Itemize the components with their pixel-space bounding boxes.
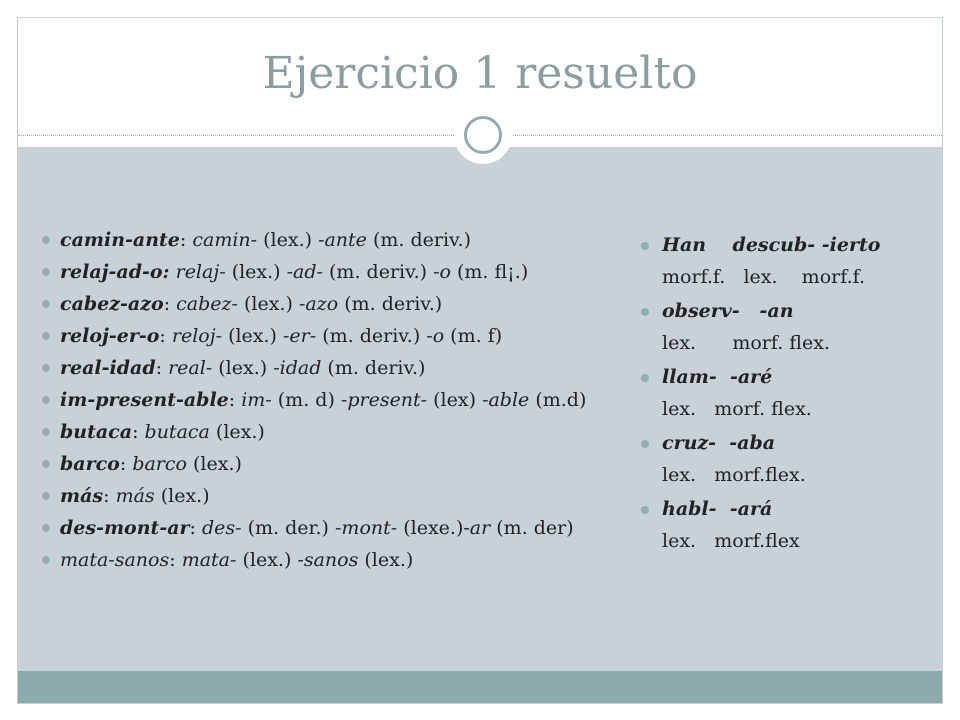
morpheme-italic: barco [132, 453, 187, 475]
morpheme-italic: -present- [340, 389, 428, 411]
bullet-icon [641, 440, 649, 448]
morpheme-label: (m. f) [444, 325, 503, 347]
morpheme-label: (m. deriv.) [322, 261, 434, 283]
morpheme-labels: lex. morf.flex [662, 530, 800, 552]
word-bold: cabez-azo [60, 293, 164, 315]
list-item [636, 431, 943, 455]
morpheme-italic: butaca [144, 421, 210, 443]
list-item [38, 516, 638, 540]
morpheme-italic: -sanos [297, 549, 359, 571]
morpheme-labels: morf.f. lex. morf.f. [662, 266, 866, 288]
morpheme-italic: ar [469, 517, 491, 539]
word-bold: barco [60, 453, 120, 475]
list-item [38, 228, 638, 252]
circle-ornament-ring [464, 116, 502, 154]
morpheme-label: (lex) [427, 389, 483, 411]
morpheme-label: (lex.) [236, 549, 298, 571]
morpheme-label: (m. deriv.) [338, 293, 443, 315]
morpheme-labels: lex. morf. flex. [662, 398, 812, 420]
word-bold: más [60, 485, 104, 507]
morpheme-italic: im- [241, 389, 272, 411]
word-bold: camin-ante [60, 229, 180, 251]
morpheme-label: (m. fl¡.) [450, 261, 529, 283]
morpheme-italic: real- [168, 357, 213, 379]
word-separator: : [132, 421, 145, 443]
word-separator: : [103, 485, 116, 507]
morpheme-italic: cabez- [176, 293, 238, 315]
word-separator: : [228, 389, 242, 411]
morpheme-label: (lex.) [222, 325, 284, 347]
list-item [38, 324, 638, 348]
bullet-icon [42, 364, 50, 372]
bullet-icon [641, 506, 649, 514]
word-bold: reloj-er-o [60, 325, 160, 347]
list-item [636, 233, 943, 257]
morpheme-italic: más [115, 485, 155, 507]
morpheme-label: (lex.) [186, 453, 242, 475]
bullet-icon [42, 556, 50, 564]
morpheme-italic: -ante [318, 229, 367, 251]
morpheme-labels: lex. morf.flex. [662, 464, 806, 486]
morpheme-label: (m. deriv.) [366, 229, 471, 251]
word-bold: Han descub- -ierto [662, 234, 881, 256]
list-item [38, 452, 638, 476]
morpheme-label: (m. der.) [241, 517, 336, 539]
morpheme-italic: -o [433, 261, 451, 283]
morpheme-italic: reloj- [171, 325, 223, 347]
left-bullet-list [38, 228, 638, 580]
morpheme-label: (m. d) [271, 389, 341, 411]
morpheme-italic: -o [426, 325, 445, 347]
bullet-icon [42, 524, 50, 532]
word-separator: : [159, 325, 172, 347]
list-item [636, 299, 943, 323]
footer-bar [18, 671, 942, 704]
morpheme-italic: relaj- [175, 261, 226, 283]
morpheme-label: (lexe.)- [397, 517, 470, 539]
morpheme-label: (m. deriv.) [316, 325, 427, 347]
morpheme-label: (lex.) [154, 485, 210, 507]
bullet-icon [641, 242, 649, 250]
morpheme-label: (lex.) [257, 229, 319, 251]
morpheme-italic: -er- [283, 325, 317, 347]
bullet-icon [42, 268, 50, 276]
bullet-icon [42, 428, 50, 436]
list-item [636, 365, 943, 389]
word-separator: : [179, 229, 193, 251]
bullet-icon [641, 374, 649, 382]
word-bold: cruz- -aba [662, 432, 776, 454]
list-item [636, 497, 943, 521]
morpheme-italic: camin- [192, 229, 258, 251]
list-item [38, 548, 638, 572]
morpheme-italic: des- [201, 517, 242, 539]
morpheme-label: (m. deriv.) [321, 357, 426, 379]
word-bold: relaj-ad-o: [60, 261, 170, 283]
word-separator: : [189, 517, 202, 539]
bullet-icon [42, 300, 50, 308]
morpheme-italic: -azo [298, 293, 339, 315]
list-item [38, 260, 638, 284]
morpheme-label: (lex.) [358, 549, 414, 571]
bullet-icon [42, 396, 50, 404]
list-item [38, 292, 638, 316]
word-separator: : [155, 357, 169, 379]
morpheme-label: (m. der) [490, 517, 574, 539]
word-bold: llam- -aré [662, 366, 773, 388]
morpheme-italic: mata-sanos [60, 549, 170, 571]
word-bold: des-mont-ar [60, 517, 190, 539]
list-item [38, 420, 638, 444]
morpheme-labels: lex. morf. flex. [662, 332, 830, 354]
word-separator: : [163, 293, 177, 315]
morpheme-italic: -ad- [286, 261, 323, 283]
slide-title: Ejercicio 1 resuelto [262, 48, 698, 99]
right-bullet-list [636, 233, 943, 563]
word-separator: : [119, 453, 133, 475]
word-bold: im-present-able [60, 389, 229, 411]
bullet-icon [42, 332, 50, 340]
morpheme-italic: mata- [181, 549, 237, 571]
bullet-icon [42, 236, 50, 244]
morpheme-label: (lex.) [237, 293, 299, 315]
list-item [38, 388, 638, 412]
word-bold: habl- -ará [662, 498, 773, 520]
morpheme-italic: -able [482, 389, 530, 411]
bullet-icon [641, 308, 649, 316]
morpheme-italic: -mont- [335, 517, 398, 539]
morpheme-label: : [169, 549, 182, 571]
list-item [38, 484, 638, 508]
bullet-icon [42, 460, 50, 468]
list-item [38, 356, 638, 380]
morpheme-italic: -idad [273, 357, 322, 379]
morpheme-label: (lex.) [212, 357, 274, 379]
morpheme-label: (lex.) [209, 421, 265, 443]
bullet-icon [42, 492, 50, 500]
word-bold: observ- -an [662, 300, 794, 322]
slide [17, 17, 943, 704]
word-bold: butaca [60, 421, 133, 443]
morpheme-label: (lex.) [225, 261, 287, 283]
word-bold: real-idad [60, 357, 156, 379]
morpheme-label: (m.d) [529, 389, 587, 411]
